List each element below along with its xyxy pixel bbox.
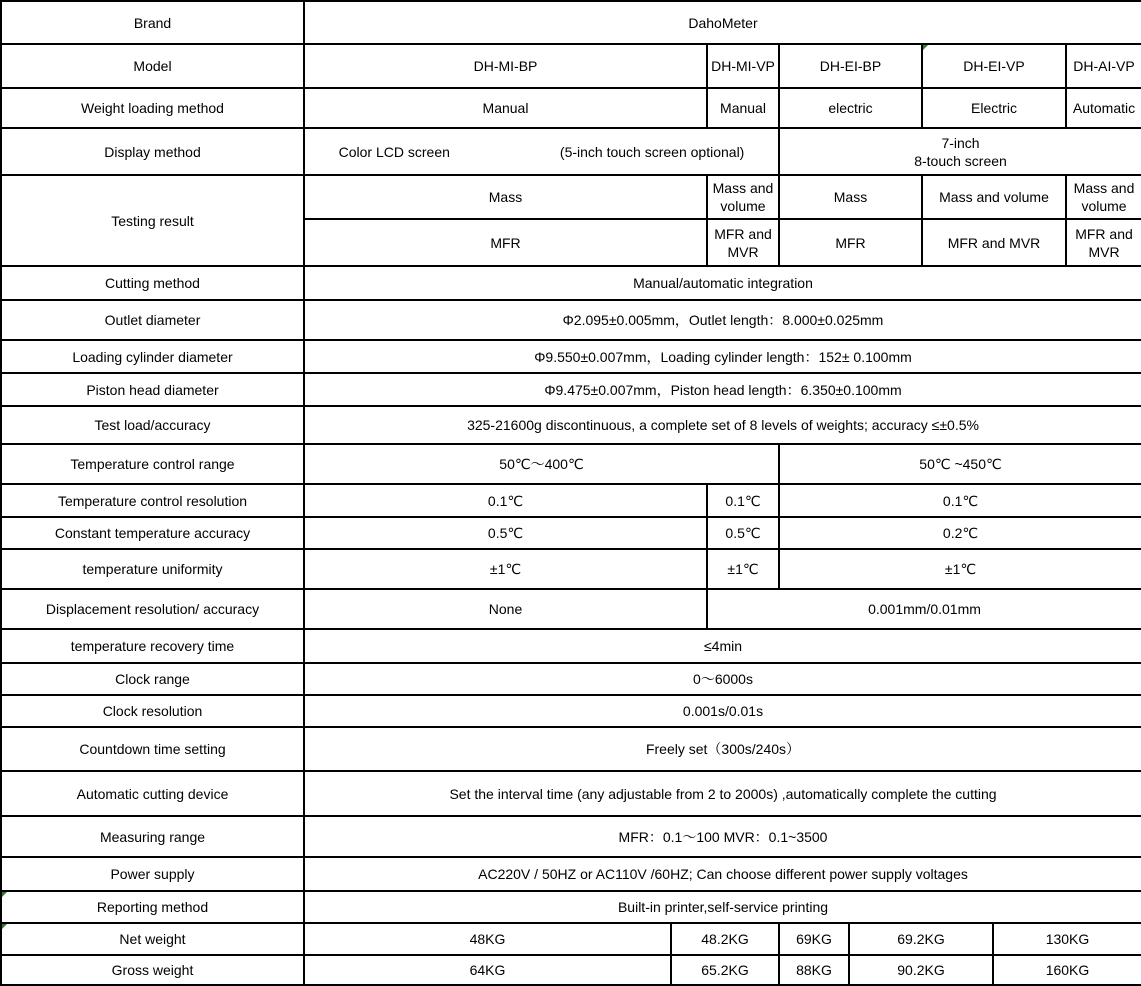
row-brand: [1, 1, 1141, 44]
value-cell: 0.1℃: [304, 484, 707, 517]
value-cell: Manual: [707, 88, 779, 128]
value-cell: Mass: [779, 175, 922, 219]
value-cell: MFR：0.1～100 MVR：0.1~3500: [304, 816, 1141, 857]
row-label: Brand: [1, 1, 304, 44]
row-recovery: [1, 629, 1141, 663]
display-right: [779, 128, 1141, 175]
value-cell: Built-in printer,self-service printing: [304, 891, 1141, 923]
model-cell: DH-EI-VP: [922, 44, 1066, 88]
value-cell: 0.001mm/0.01mm: [707, 589, 1141, 629]
row-label: Gross weight: [1, 955, 304, 985]
value-cell: ≤4min: [304, 629, 1141, 663]
value-cell: 64KG: [304, 955, 671, 985]
row-label: Displacement resolution/ accuracy: [1, 589, 304, 629]
value-cell: Manual: [304, 88, 707, 128]
row-label: Display method: [1, 128, 304, 175]
value-cell: 160KG: [993, 955, 1141, 985]
row-display: [1, 128, 1141, 175]
row-clock-res: [1, 695, 1141, 727]
value-cell: 0.2℃: [779, 517, 1141, 549]
row-label: Outlet diameter: [1, 300, 304, 340]
value-cell: 0.001s/0.01s: [304, 695, 1141, 727]
row-label: Reporting method: [1, 891, 304, 923]
display-left-a: Color LCD screen: [338, 143, 450, 160]
value-cell: ±1℃: [707, 549, 779, 589]
row-auto-cut: [1, 771, 1141, 816]
brand-value: DahoMeter: [304, 1, 1141, 44]
value-cell: 69KG: [779, 923, 849, 955]
row-temp-uni: [1, 549, 1141, 589]
row-model: [1, 44, 1141, 88]
row-label: Weight loading method: [1, 88, 304, 128]
row-label: Loading cylinder diameter: [1, 340, 304, 373]
value-cell: Automatic: [1066, 88, 1141, 128]
value-cell: Manual/automatic integration: [304, 266, 1141, 300]
row-power: [1, 857, 1141, 891]
row-temp-range: [1, 444, 1141, 484]
display-left: [304, 128, 779, 175]
row-label: Model: [1, 44, 304, 88]
model-cell: DH-MI-BP: [304, 44, 707, 88]
row-label: temperature recovery time: [1, 629, 304, 663]
value-cell: 50℃～400℃: [304, 444, 779, 484]
value-cell: MFR and MVR: [1066, 219, 1141, 266]
value-cell: Mass and volume: [922, 175, 1066, 219]
value-cell: Mass and volume: [1066, 175, 1141, 219]
row-reporting: [1, 891, 1141, 923]
row-label: Temperature control range: [1, 444, 304, 484]
row-label: Power supply: [1, 857, 304, 891]
value-cell: Mass and volume: [707, 175, 779, 219]
row-gross-weight: [1, 955, 1141, 985]
value-cell: electric: [779, 88, 922, 128]
row-temp-res: [1, 484, 1141, 517]
row-countdown: [1, 727, 1141, 771]
row-weight-loading: [1, 88, 1141, 128]
value-cell: MFR and MVR: [707, 219, 779, 266]
value-cell: 88KG: [779, 955, 849, 985]
value-cell: 0.1℃: [779, 484, 1141, 517]
row-outlet: [1, 300, 1141, 340]
row-label: Test load/accuracy: [1, 406, 304, 444]
value-cell: 0.5℃: [304, 517, 707, 549]
row-label: Net weight: [1, 923, 304, 955]
row-cylinder: [1, 340, 1141, 373]
value-cell: 48.2KG: [671, 923, 779, 955]
value-cell: ±1℃: [779, 549, 1141, 589]
value-cell: 69.2KG: [849, 923, 993, 955]
value-cell: Φ9.550±0.007mm，Loading cylinder length：152± 0.100mm: [304, 340, 1141, 373]
value-cell: 0.5℃: [707, 517, 779, 549]
value-cell: 48KG: [304, 923, 671, 955]
value-cell: 65.2KG: [671, 955, 779, 985]
value-cell: Electric: [922, 88, 1066, 128]
row-label: Clock range: [1, 663, 304, 695]
row-cutting: [1, 266, 1141, 300]
value-cell: Φ2.095±0.005mm，Outlet length：8.000±0.025mm: [304, 300, 1141, 340]
row-label: Clock resolution: [1, 695, 304, 727]
value-cell: 0.1℃: [707, 484, 779, 517]
model-cell: DH-EI-BP: [779, 44, 922, 88]
row-label: Temperature control resolution: [1, 484, 304, 517]
value-cell: MFR: [779, 219, 922, 266]
row-net-weight: [1, 923, 1141, 955]
row-label: temperature uniformity: [1, 549, 304, 589]
value-cell: Set the interval time (any adjustable from 2 to 2000s) ,automatically complete the cutting: [304, 771, 1141, 816]
row-clock-range: [1, 663, 1141, 695]
row-measuring: [1, 816, 1141, 857]
display-right-line1: 7-inch: [941, 134, 980, 151]
value-cell: 50℃ ~450℃: [779, 444, 1141, 484]
value-cell: 325-21600g discontinuous, a complete set of 8 levels of weights; accuracy ≤±0.5%: [304, 406, 1141, 444]
row-label: Piston head diameter: [1, 373, 304, 406]
value-cell: Mass: [304, 175, 707, 219]
row-label: Countdown time setting: [1, 727, 304, 771]
display-right-line2: 8-touch screen: [914, 152, 1007, 169]
model-cell: DH-AI-VP: [1066, 44, 1141, 88]
row-label: Testing result: [1, 175, 304, 266]
value-cell: Freely set（300s/240s）: [304, 727, 1141, 771]
value-cell: 90.2KG: [849, 955, 993, 985]
row-testing-mass: [1, 175, 1141, 219]
model-cell: DH-MI-VP: [707, 44, 779, 88]
row-label: Measuring range: [1, 816, 304, 857]
row-label: Cutting method: [1, 266, 304, 300]
value-cell: Φ9.475±0.007mm，Piston head length：6.350±0.100mm: [304, 373, 1141, 406]
row-load: [1, 406, 1141, 444]
value-cell: None: [304, 589, 707, 629]
value-cell: 130KG: [993, 923, 1141, 955]
value-cell: 0～6000s: [304, 663, 1141, 695]
row-piston: [1, 373, 1141, 406]
row-label: Constant temperature accuracy: [1, 517, 304, 549]
value-cell: MFR and MVR: [922, 219, 1066, 266]
row-label: Automatic cutting device: [1, 771, 304, 816]
value-cell: MFR: [304, 219, 707, 266]
row-temp-acc: [1, 517, 1141, 549]
value-cell: ±1℃: [304, 549, 707, 589]
row-displacement: [1, 589, 1141, 629]
display-left-b: (5-inch touch screen optional): [559, 143, 745, 160]
value-cell: AC220V / 50HZ or AC110V /60HZ; Can choose different power supply voltages: [304, 857, 1141, 891]
